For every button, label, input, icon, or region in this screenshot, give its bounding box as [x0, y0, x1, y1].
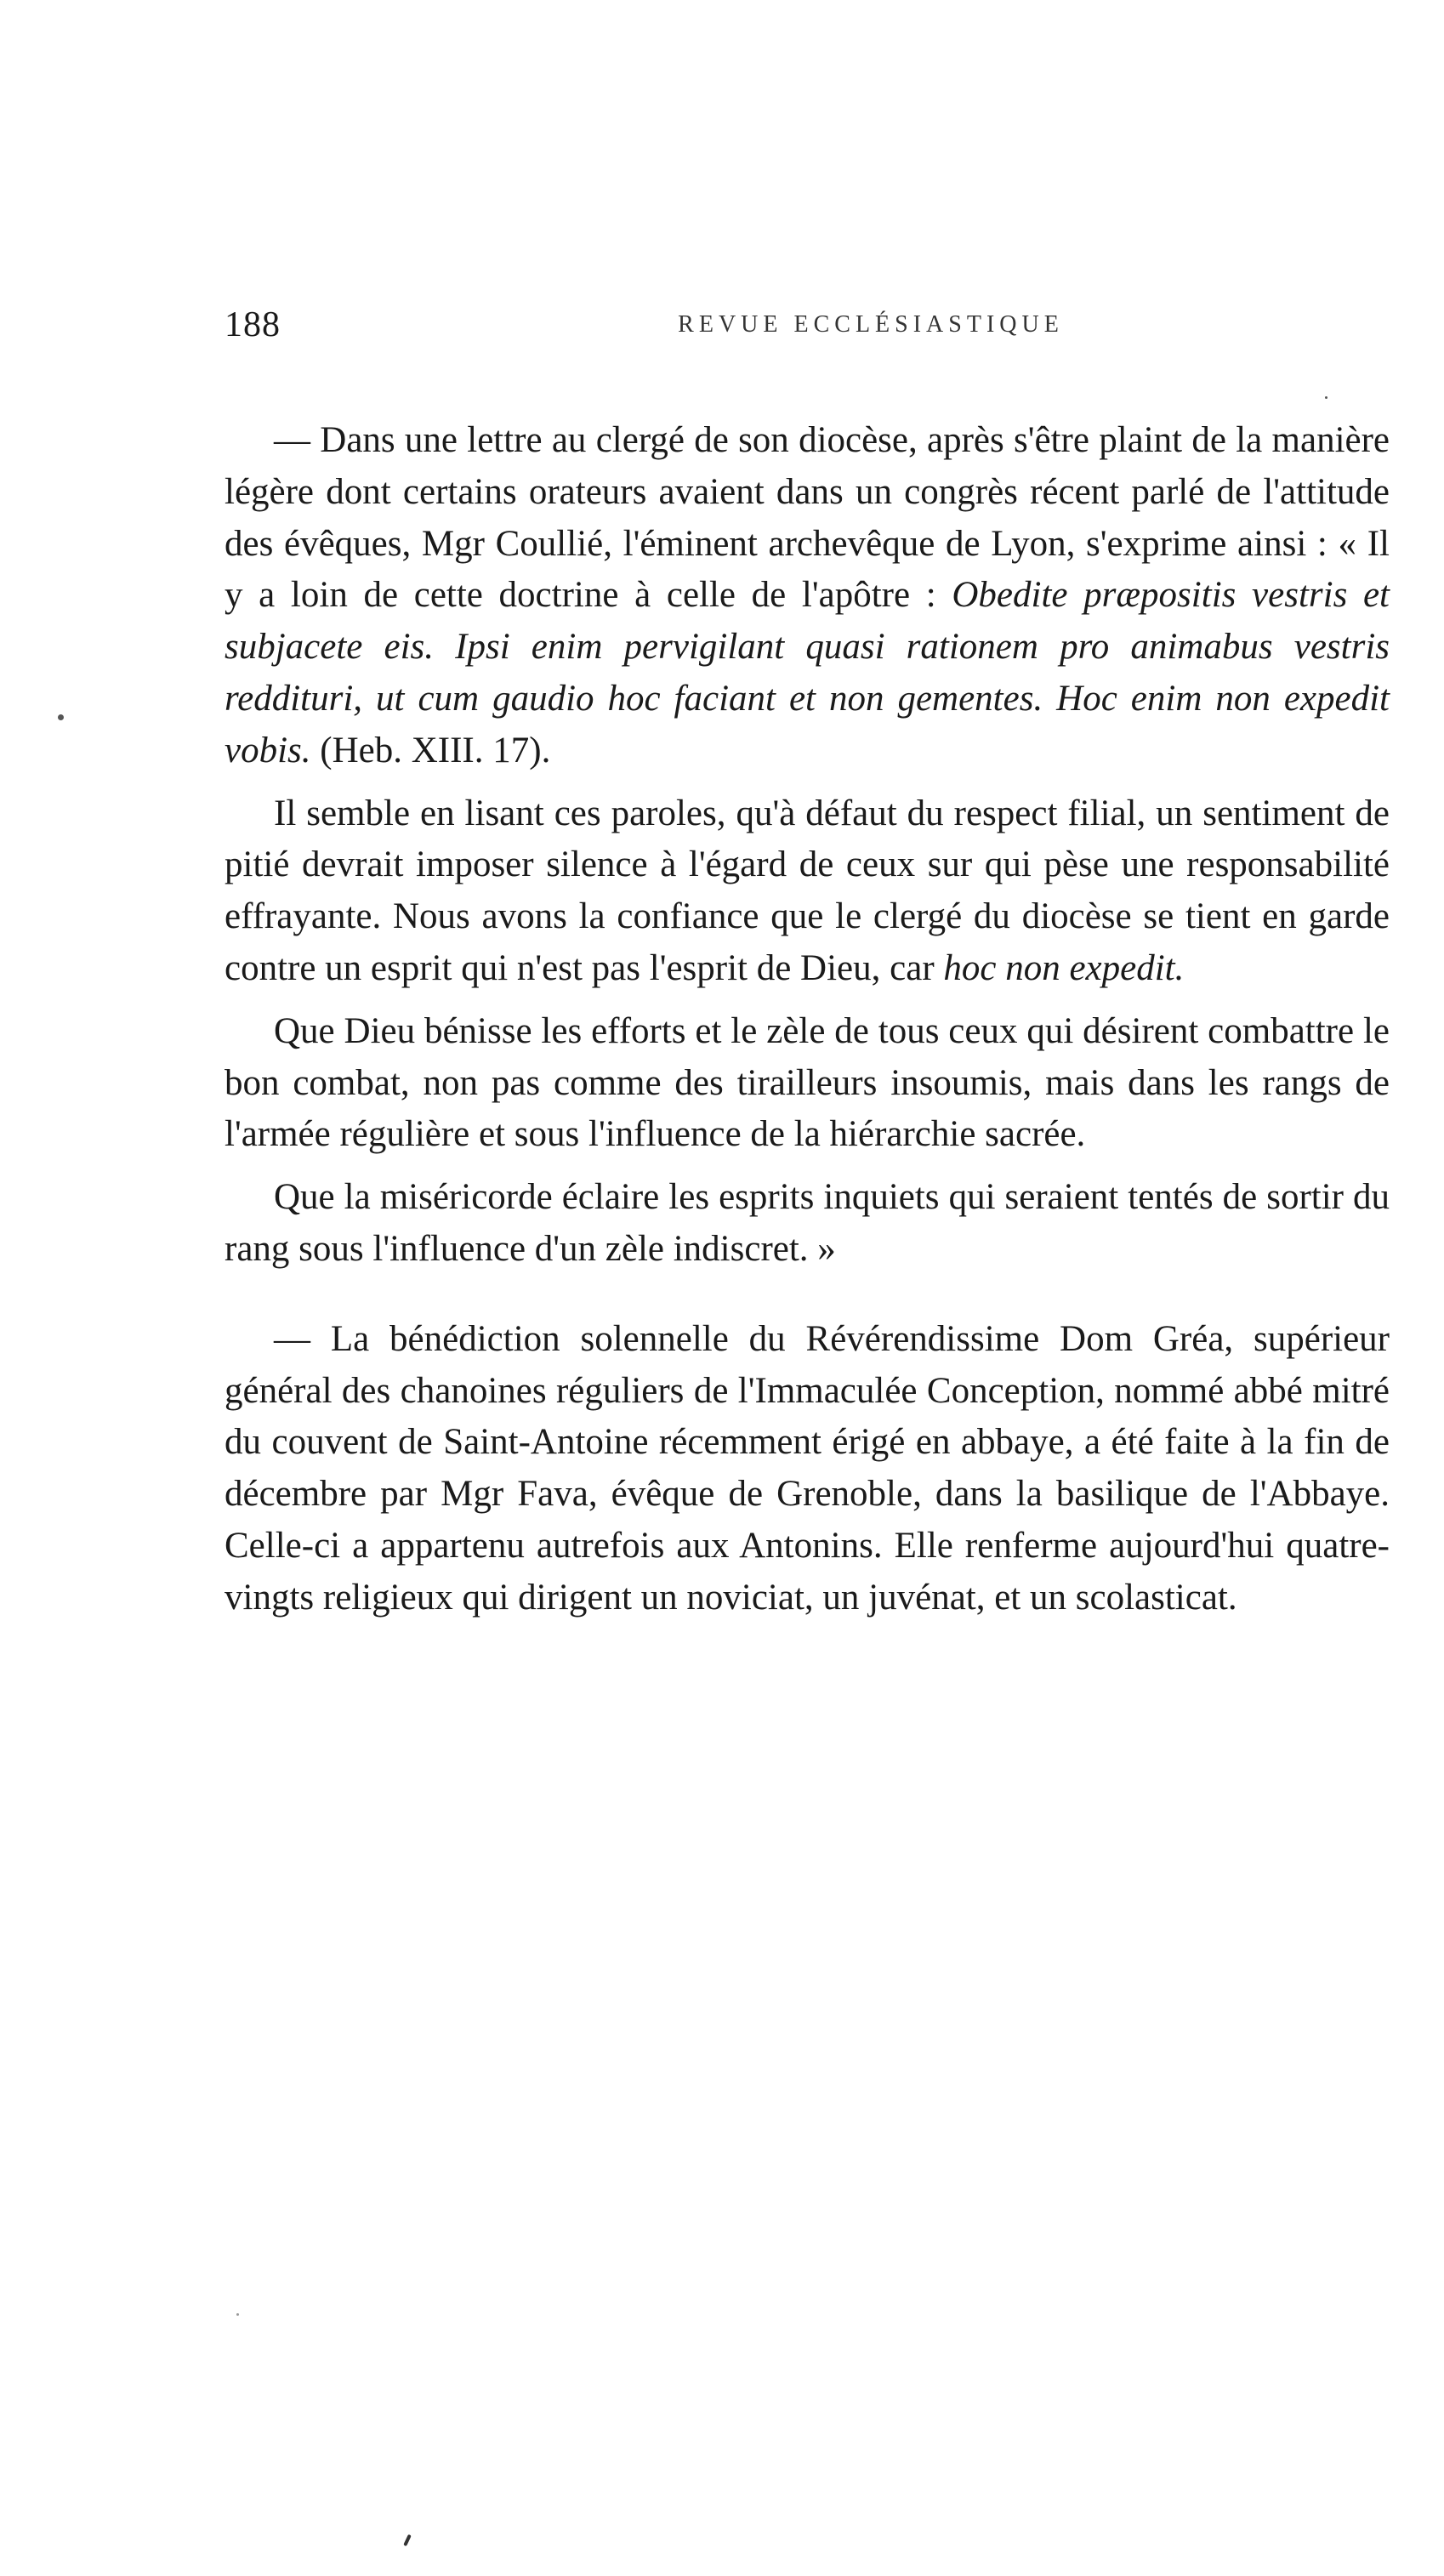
paragraph-text: Il semble en lisant ces paroles, qu'à défaut du respect filial, un sentiment de pitié devrait imposer silence à l'égard de ceux sur qui pèse une responsabilité effrayante. Nous avons la confiance que le clergé du diocèse se tient en garde contre un esprit qui n'est pas l'esprit de Dieu, car: [225, 793, 1390, 988]
paragraph-mercy: Que la miséricorde éclaire les esprits inquiets qui seraient tentés de sortir du rang sous l'influence d'un zèle indiscret. »: [225, 1177, 1390, 1269]
page-number: 188: [225, 305, 281, 344]
paragraph-blessing: Que Dieu bénisse les efforts et le zèle de tous ceux qui désirent combattre le bon combat, non pas comme des tirailleurs insoumis, mais dans les rangs de l'armée régulière et sous l'influence de la hiérarchie sacrée.: [225, 1010, 1390, 1155]
latin-quotation: Obedite præpositis vestris et subjacete eis. Ipsi enim pervigilant quasi rationem pro animabus vestris reddituri, ut cum gaudio hoc faciant et non gementes. Hoc enim non expedit vobis.: [225, 575, 1390, 771]
paragraph-letter-clergy: [225, 415, 1390, 777]
running-title: REVUE ECCLÉSIASTIQUE: [678, 311, 1064, 338]
running-head: [225, 304, 1415, 347]
margin-speck: [236, 2313, 239, 2316]
paragraph-dom-grea: — La bénédiction solennelle du Révérendissime Dom Gréa, supérieur général des chanoines réguliers de l'Immaculée Conception, nommé abbé mitré du couvent de Saint-Antoine récemment érigé en abbaye, a été faite à la fin de décembre par Mgr Fava, évêque de Grenoble, dans la basilique de l'Abbaye. Celle-ci a appartenu autrefois aux Antonins. Elle renferme aujourd'hui quatre-vingts religieux qui dirigent un noviciat, un juvénat, et un scolasticat.: [225, 1318, 1390, 1618]
bible-citation: (Heb. XIII. 17).: [310, 730, 551, 771]
paragraph-respect: [225, 788, 1390, 995]
margin-speck: [58, 714, 64, 720]
body-text: [225, 415, 1390, 1624]
latin-phrase: hoc non expedit.: [943, 947, 1185, 988]
margin-speck: [1325, 396, 1327, 399]
margin-speck: [403, 2534, 412, 2546]
paragraph-intro: — Dans une lettre au clergé de son diocèse, après s'être plaint de la manière légère dont certains orateurs avaient dans un congrès récent parlé de l'attitude des évêques, Mgr Coullié, l'éminent archevêque de Lyon, s'exprime ainsi : « Il y a loin de cette doctrine à celle de l'apôtre :: [225, 420, 1390, 616]
